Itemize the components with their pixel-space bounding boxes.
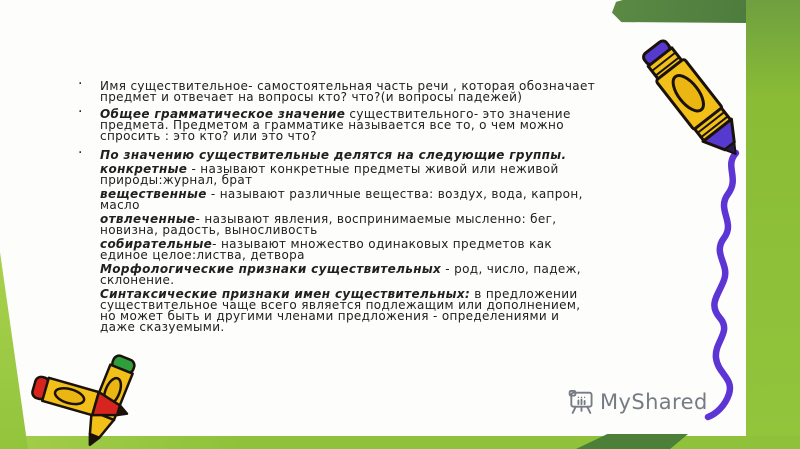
body-text: - называют явления, воспринимаемые мысленно: бег,	[195, 212, 557, 226]
text-line	[100, 189, 720, 200]
text-line	[100, 264, 720, 275]
text-line	[100, 200, 720, 211]
body-text: но может быть и другими членами предложения - определениями и	[100, 309, 560, 323]
bullet-dot: ·	[78, 145, 83, 161]
body-text: спросить : это кто? или это что?	[100, 129, 317, 143]
body-text: предмета. Предметом а грамматике называется все то, о чем можно	[100, 118, 564, 132]
term-emphasis: отвлеченные	[100, 212, 196, 226]
crayon-icon	[612, 28, 772, 178]
body-text: - называют различные вещества: воздух, вода, капрон,	[206, 187, 583, 201]
term-emphasis: конкретные	[100, 162, 188, 176]
term-emphasis: Общее грамматическое значение	[100, 107, 346, 121]
myshared-logo	[568, 388, 708, 415]
body-text: склонение.	[100, 273, 175, 287]
squiggle-line-drawing	[680, 140, 760, 425]
green-corner-top-right	[612, 0, 746, 23]
body-text: в предложении	[470, 287, 578, 301]
term-emphasis: Морфологические признаки существительных	[100, 262, 442, 276]
body-text: масло	[100, 198, 140, 212]
green-wedge-left	[0, 252, 28, 449]
body-text: существительное чаще всего является подлежащим или дополнением,	[100, 298, 581, 312]
bullet-dot: ·	[78, 104, 83, 120]
text-line	[100, 225, 720, 236]
myshared-label: MyShared	[600, 389, 708, 414]
body-text: - называют множество одинаковых предметов как	[212, 237, 553, 251]
body-text: - род, число, падеж,	[441, 262, 581, 276]
sub-item	[100, 214, 720, 236]
bullet-dot: ·	[78, 76, 83, 92]
body-text: даже сказуемыми.	[100, 320, 225, 334]
term-emphasis: вещественные	[100, 187, 207, 201]
body-text: новизна, радость, выносливость	[100, 223, 318, 237]
body-text: - называют конкретные предметы живой или неживой	[187, 162, 559, 176]
body-text: Имя существительное- самостоятельная часть речи , которая обозначает	[100, 79, 596, 93]
sub-item	[100, 189, 720, 211]
text-line	[100, 275, 720, 286]
crossed-crayons-icon	[28, 352, 178, 447]
term-emphasis: собирательные	[100, 237, 213, 251]
body-text: единое целое:листва, детвора	[100, 248, 305, 262]
sub-item	[100, 289, 720, 333]
term-emphasis: По значению существительные делятся на следующие группы.	[100, 148, 567, 162]
text-line	[100, 322, 720, 333]
easel-icon	[568, 388, 595, 415]
body-text: природы:журнал, брат	[100, 173, 253, 187]
sub-item	[100, 264, 720, 286]
body-text: существительного- это значение	[345, 107, 571, 121]
body-text: предмет и отвечает на вопросы кто? что?(и вопросы падежей)	[100, 90, 523, 104]
term-emphasis: Синтаксические признаки имен существительных:	[100, 287, 471, 301]
text-line	[100, 250, 720, 261]
sub-item	[100, 239, 720, 261]
